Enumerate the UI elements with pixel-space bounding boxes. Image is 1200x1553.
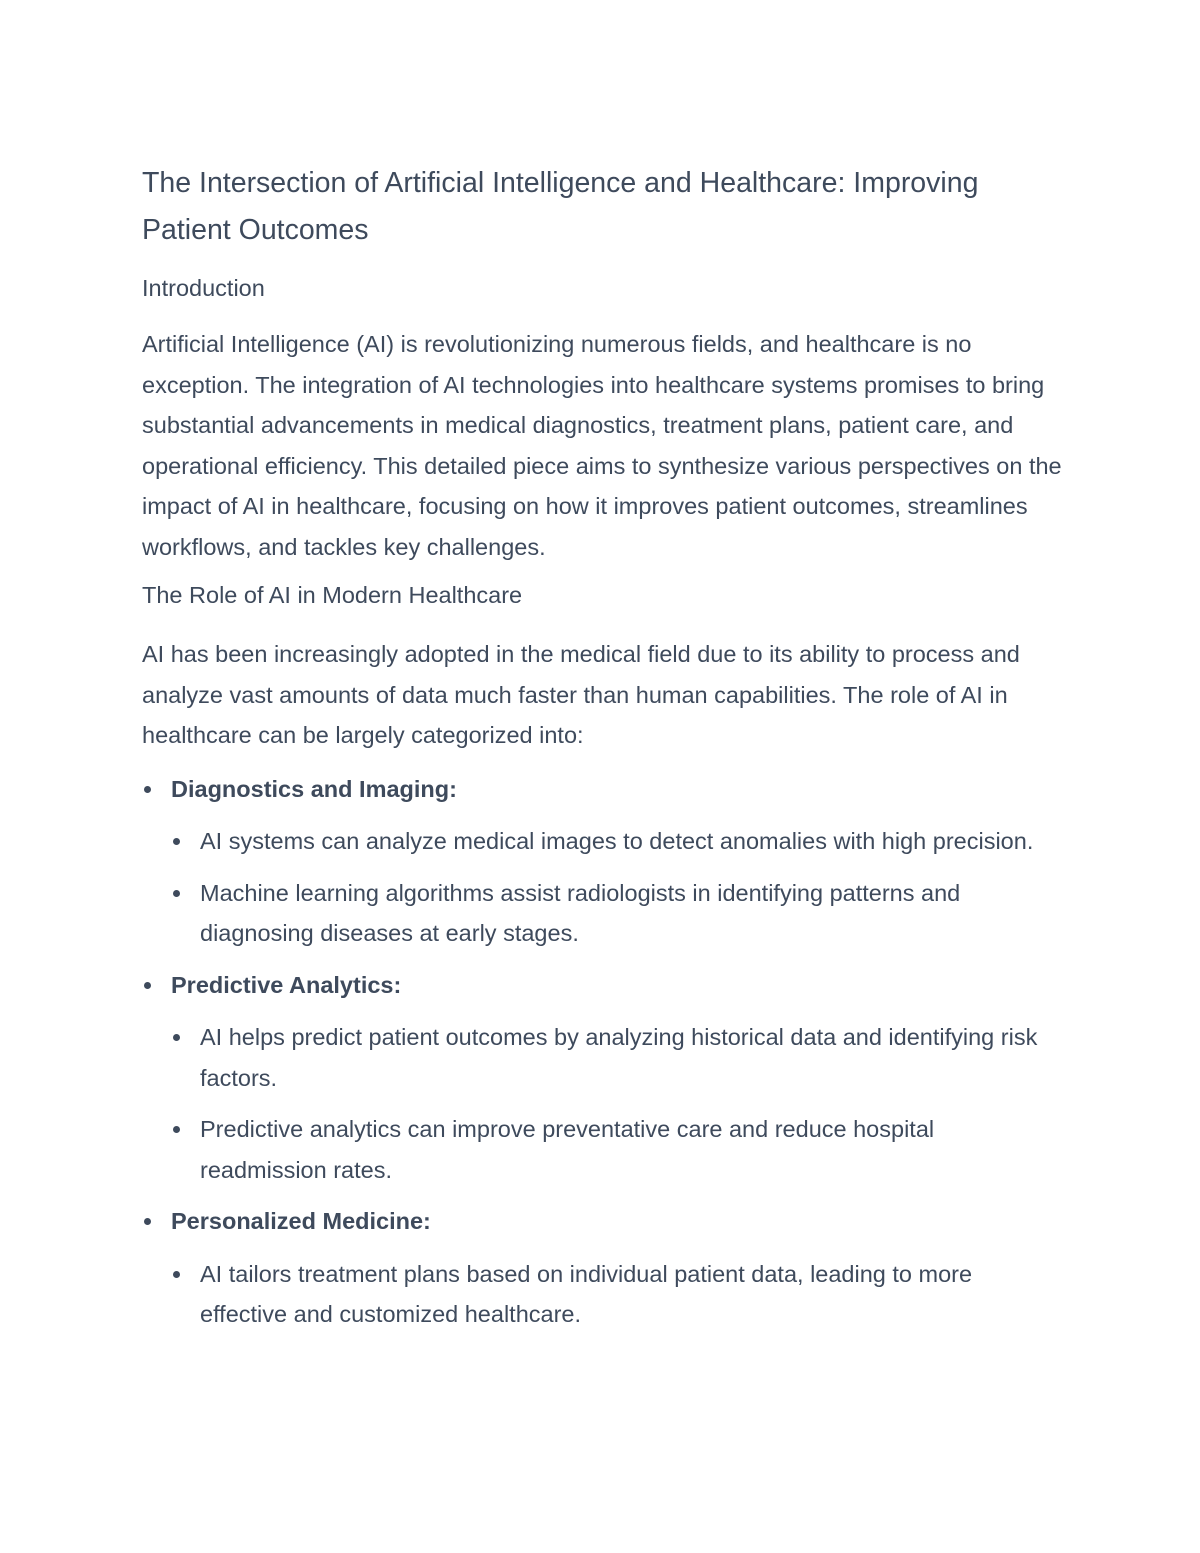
list-item-text: AI helps predict patient outcomes by analyzing historical data and identifying risk factors. <box>200 1024 1038 1091</box>
bullet-icon <box>144 786 151 793</box>
list-item <box>171 873 1062 954</box>
list-item-predictive-analytics <box>142 965 1062 1191</box>
category-label: Predictive Analytics: <box>171 971 402 998</box>
document-page <box>142 160 1062 1346</box>
list-item-text: Predictive analytics can improve preventative care and reduce hospital readmission rates. <box>200 1116 935 1183</box>
section-heading-role-of-ai: The Role of AI in Modern Healthcare <box>142 582 523 608</box>
list-item-personalized-medicine <box>142 1201 1062 1335</box>
list-item-diagnostics <box>142 769 1062 954</box>
bullet-icon <box>173 1126 180 1133</box>
document-title: The Intersection of Artificial Intelligence and Healthcare: Improving Patient Outcomes <box>142 167 979 246</box>
category-list <box>142 769 1062 1335</box>
bullet-icon <box>144 982 151 989</box>
list-item <box>171 1254 1062 1335</box>
bullet-icon <box>173 1271 180 1278</box>
category-label: Personalized Medicine: <box>171 1208 431 1234</box>
list-item <box>171 1017 1062 1098</box>
bullet-icon <box>173 890 180 897</box>
bullet-icon <box>144 1218 151 1225</box>
list-item <box>171 821 1062 862</box>
list-item-text: Machine learning algorithms assist radiologists in identifying patterns and diagnosing diseases at early stages. <box>200 879 961 946</box>
role-of-ai-paragraph: AI has been increasingly adopted in the medical field due to its ability to process and analyze vast amounts of data much faster than human capabilities. The role of AI in healthcare can be largely categorized into: <box>142 641 1020 748</box>
introduction-paragraph: Artificial Intelligence (AI) is revolutionizing numerous fields, and healthcare is no exception. The integration of AI technologies into healthcare systems promises to bring substantial advancements in medical diagnostics, treatment plans, patient care, and operational efficiency. This detailed piece aims to synthesize various perspectives on the impact of AI in healthcare, focusing on how it improves patient outcomes, streamlines workflows, and tackles key challenges. <box>142 331 1062 560</box>
list-item-text: AI systems can analyze medical images to detect anomalies with high precision. <box>200 828 1034 854</box>
bullet-icon <box>173 1034 180 1041</box>
sub-list <box>171 1254 1062 1335</box>
category-label: Diagnostics and Imaging: <box>171 775 457 802</box>
sub-list <box>171 1017 1062 1190</box>
list-item <box>171 1109 1062 1190</box>
sub-list <box>171 821 1062 954</box>
bullet-icon <box>173 838 180 845</box>
list-item-text: AI tailors treatment plans based on individual patient data, leading to more effective and customized healthcare. <box>200 1260 973 1327</box>
section-heading-introduction: Introduction <box>142 275 265 301</box>
